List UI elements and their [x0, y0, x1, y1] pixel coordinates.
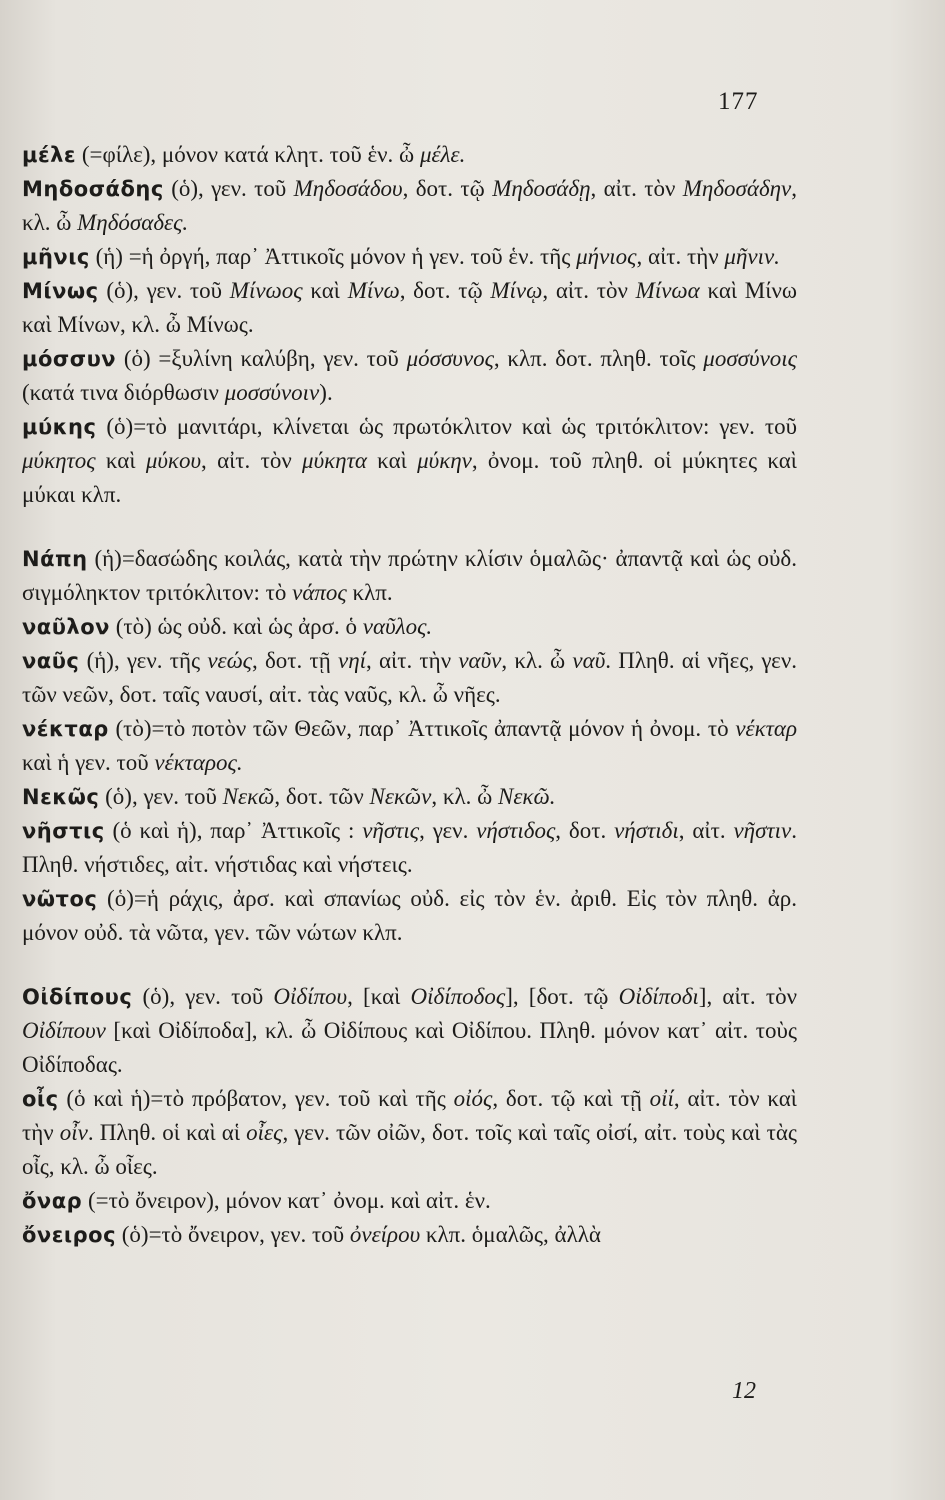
entry-text: καὶ ἡ γεν. τοῦ — [22, 750, 155, 775]
entry-form: οἰί — [649, 1086, 674, 1111]
entry-form: Μηδοσάδου — [293, 176, 403, 201]
entry-headword: ναῦλον — [22, 615, 110, 639]
entry-form: νάπος — [292, 580, 347, 605]
entry-headword: Οἰδίπους — [22, 985, 133, 1009]
entry-text: , ὀνομ. τοῦ πληθ. οἱ μύκητες καὶ μύκαι κλπ. — [22, 448, 797, 507]
entry-form: Μηδοσάδῃ — [492, 176, 591, 201]
entry-text: (κατά τινα διόρθωσιν — [22, 380, 225, 405]
entry-headword: νέκταρ — [22, 717, 109, 741]
entry-form: μοσσύνοιν — [224, 380, 320, 405]
entry-form: Νεκῶν — [369, 784, 432, 809]
entry-text: , [καὶ — [347, 984, 411, 1009]
entry-form: μόσσυνος — [406, 346, 494, 371]
entry-form: Μίνωος — [229, 278, 303, 303]
entry-form: μύκην — [417, 448, 472, 473]
entry-text: . Πληθ. αἱ νῆες, γεν. τῶν νεῶν, δοτ. ταῖς ναυσί, αἰτ. τὰς ναῦς, κλ. ὦ νῆες. — [22, 648, 797, 707]
entry-text: (ὁ), γεν. τοῦ — [98, 278, 230, 303]
entry-form: νέκταρος. — [154, 750, 243, 775]
dictionary-entry — [22, 1082, 797, 1184]
entry-form: νῆστις — [362, 818, 420, 843]
entry-text: . Πληθ. νήστιδες, αἰτ. νήστιδας καὶ νήστεις. — [22, 818, 798, 877]
entry-headword: μόσσυν — [22, 347, 117, 371]
entry-form: νεώς — [207, 648, 252, 673]
dictionary-entry — [22, 342, 797, 410]
entry-text: ], αἰτ. τὸν — [698, 984, 797, 1009]
entry-form: μύκητος — [22, 448, 96, 473]
entry-form: ὀνείρου — [349, 1222, 421, 1247]
entry-text: , δοτ. — [555, 818, 615, 843]
page-number: 177 — [718, 88, 759, 115]
entry-form: νέκταρ — [735, 716, 797, 741]
entry-text: , αἰτ. τὸν — [201, 448, 303, 473]
entry-headword: μύκης — [22, 415, 97, 439]
entry-headword: Μηδοσάδης — [22, 177, 164, 201]
dictionary-entry — [22, 980, 797, 1082]
dictionary-entry — [22, 644, 797, 712]
dictionary-entry — [22, 610, 797, 644]
entry-text: καὶ — [302, 278, 348, 303]
entry-text: (ὁ) =ξυλίνη καλύβη, γεν. τοῦ — [116, 346, 407, 371]
dictionary-entry — [22, 138, 797, 172]
entry-text: κλπ. ὁμαλῶς, ἀλλὰ — [420, 1222, 601, 1247]
dictionary-entry — [22, 1184, 797, 1218]
entry-form: Μηδοσάδην — [682, 176, 792, 201]
entry-text: , κλ. ὦ — [501, 648, 573, 673]
entry-form: οἶες — [246, 1120, 283, 1145]
entry-form: Νεκῶ — [222, 784, 275, 809]
signature-mark: 12 — [732, 1378, 756, 1404]
entry-headword: νῆστις — [22, 819, 105, 843]
entry-text: . Πληθ. οἱ καὶ αἱ — [87, 1120, 247, 1145]
entry-form: μήνιος — [576, 244, 637, 269]
entry-headword: Νεκῶς — [22, 785, 100, 809]
entry-text: (=τὸ ὄνειρον), μόνον κατ᾽ ὀνομ. καὶ αἰτ. ἑν. — [82, 1188, 491, 1213]
entry-form: Μίνω — [347, 278, 400, 303]
entry-headword: ναῦς — [22, 649, 80, 673]
entry-headword: οἶς — [22, 1087, 59, 1111]
entry-text: , αἰτ. τὴν — [366, 648, 459, 673]
entry-text: , αἰτ. τὸν καὶ τὴν — [22, 1086, 797, 1145]
entry-form: Οἰδίποδος — [410, 984, 506, 1009]
dictionary-entry — [22, 882, 797, 950]
entry-headword: μέλε — [22, 143, 77, 167]
entry-text: , κλ. ὦ — [431, 784, 499, 809]
entry-text: , αἰτ. τὴν — [636, 244, 725, 269]
entry-form: ναῦλος. — [362, 614, 433, 639]
entry-text: , αἰτ. — [678, 818, 734, 843]
entry-form: μύκου — [145, 448, 202, 473]
entry-text: (ἡ) =ἡ ὀργή, παρ᾽ Ἀττικοῖς μόνον ἡ γεν. τοῦ ἑν. τῆς — [89, 244, 577, 269]
entry-text: , αἰτ. τὸν — [542, 278, 636, 303]
entry-text: , κλ. ὦ — [22, 176, 798, 235]
entry-text: , κλπ. δοτ. πληθ. τοῖς — [493, 346, 704, 371]
entry-form: νήστιδος — [476, 818, 556, 843]
dictionary-entry — [22, 814, 797, 882]
entry-text: , δοτ. τῷ — [399, 278, 491, 303]
entry-form: Οἰδίποδι — [618, 984, 699, 1009]
entry-text: (ὁ καὶ ἡ), παρ᾽ Ἀττικοῖς : — [104, 818, 363, 843]
entry-text: , δοτ. τῶν — [274, 784, 370, 809]
entry-text: , γεν. — [419, 818, 477, 843]
entry-form: νῆστιν — [733, 818, 792, 843]
entry-text: (=φίλε), μόνον κατά κλητ. τοῦ ἑν. ὦ — [76, 142, 420, 167]
dictionary-entry — [22, 780, 797, 814]
entry-form: Οἰδίπου — [273, 984, 348, 1009]
entry-text: , δοτ. τῷ — [402, 176, 493, 201]
entry-text: (ὁ), γεν. τοῦ — [132, 984, 274, 1009]
entry-text: , γεν. τῶν οἰῶν, δοτ. τοῖς καὶ ταῖς οἰσί, αἰτ. τοὺς καὶ τὰς οἶς, κλ. ὦ οἶες. — [22, 1120, 797, 1179]
entry-form: νήστιδι — [614, 818, 679, 843]
entry-headword: μῆνις — [22, 245, 90, 269]
dictionary-entry — [22, 410, 797, 512]
entry-form: μύκητα — [302, 448, 367, 473]
entry-form: Νεκῶ. — [498, 784, 556, 809]
entry-text: ], [δοτ. τῷ — [505, 984, 619, 1009]
entry-form: Μίνῳ — [490, 278, 543, 303]
entry-form: οἶν — [59, 1120, 88, 1145]
entry-text: (ὁ), γεν. τοῦ — [163, 176, 294, 201]
entry-text: κλπ. — [346, 580, 393, 605]
entry-text: (ὁ), γεν. τοῦ — [99, 784, 223, 809]
dictionary-entry — [22, 1218, 797, 1252]
entry-form: Οἰδίπουν — [22, 1018, 106, 1043]
entry-text: , δοτ. τῇ — [251, 648, 338, 673]
entry-text: (ὁ)=τὸ ὄνειρον, γεν. τοῦ — [116, 1222, 350, 1247]
entry-text: (ἡ), γεν. τῆς — [79, 648, 208, 673]
dictionary-entry — [22, 240, 797, 274]
entry-form: νηί — [337, 648, 366, 673]
entry-text: (ὁ καὶ ἡ)=τὸ πρόβατον, γεν. τοῦ καὶ τῆς — [58, 1086, 454, 1111]
entry-headword: νῶτος — [22, 887, 98, 911]
entry-headword: Νάπη — [22, 547, 88, 571]
entry-form: μέλε. — [419, 142, 466, 167]
entry-text: , αἰτ. τὸν — [590, 176, 683, 201]
entry-text: καὶ — [366, 448, 418, 473]
entry-text: καὶ Μίνω καὶ Μίνων, κλ. ὦ Μίνως. — [22, 278, 797, 337]
entry-form: ναῦ — [572, 648, 606, 673]
entry-headword: ὄνειρος — [22, 1223, 117, 1247]
entry-text: (ὁ)=τὸ μανιτάρι, κλίνεται ὡς πρωτόκλιτον καὶ ὡς τριτόκλιτον: γεν. τοῦ — [96, 414, 797, 439]
entry-text: (τὸ)=τὸ ποτὸν τῶν Θεῶν, παρ᾽ Ἀττικοῖς ἀπαντᾷ μόνον ἡ ὀνομ. τὸ — [108, 716, 736, 741]
entry-form: μῆνιν. — [724, 244, 780, 269]
entry-text: [καὶ Οἰδίποδα], κλ. ὦ Οἰδίπους καὶ Οἰδίπου. Πληθ. μόνον κατ᾽ αἰτ. τοὺς Οἰδίποδας. — [22, 1018, 797, 1077]
dictionary-entry — [22, 542, 797, 610]
entry-form: οἰός — [453, 1086, 493, 1111]
dictionary-entry — [22, 172, 797, 240]
entry-form: ναῦν — [458, 648, 502, 673]
entry-text: , δοτ. τῷ καὶ τῇ — [492, 1086, 650, 1111]
entry-headword: Μίνως — [22, 279, 99, 303]
entry-text: (ἡ)=δασώδης κοιλάς, κατὰ τὴν πρώτην κλίσιν ὁμαλῶς· ἀπαντᾷ καὶ ὡς οὐδ. σιγμόληκτον τριτόκλιτον: τὸ — [22, 546, 797, 605]
dictionary-body — [22, 138, 797, 1252]
entry-form: Μηδόσαδες. — [77, 210, 189, 235]
entry-headword: ὄναρ — [22, 1189, 83, 1213]
dictionary-entry — [22, 274, 797, 342]
entry-form: Μίνωα — [635, 278, 700, 303]
entry-text: ). — [319, 380, 333, 405]
dictionary-entry — [22, 712, 797, 780]
entry-form: μοσσύνοις — [703, 346, 797, 371]
entry-text: (ὁ)=ἡ ράχις, ἀρσ. καὶ σπανίως οὐδ. εἰς τὸν ἑν. ἀριθ. Εἰς τὸν πληθ. ἀρ. μόνον οὐδ. τὰ νῶτα, γεν. τῶν νώτων κλπ. — [22, 886, 797, 945]
entry-text: (τὸ) ὡς οὐδ. καὶ ὡς ἀρσ. ὁ — [109, 614, 363, 639]
entry-text: καὶ — [95, 448, 146, 473]
